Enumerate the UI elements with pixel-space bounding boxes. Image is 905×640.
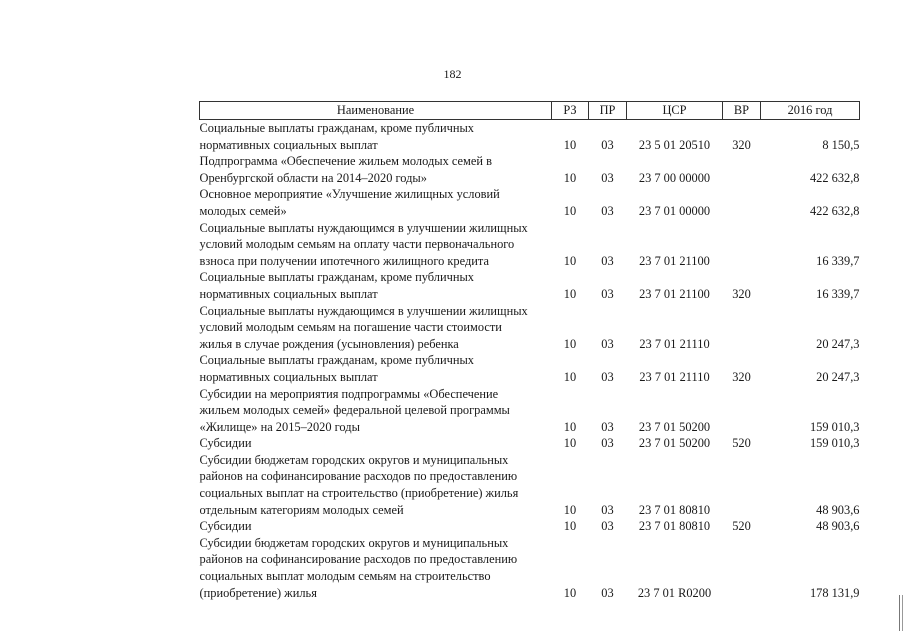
row-name-line: молодых семей» [199,203,287,218]
row-name-line: Субсидии бюджетам городских округов и муниципальных [199,452,509,467]
row-name-line: Основное мероприятие «Улучшение жилищных условий [199,187,500,202]
row-name [200,303,552,353]
row-name-line: жилья в случае рождения (усыновления) ребенка [199,336,459,351]
row-rz: 10 [563,137,577,152]
row-name-line: социальных выплат молодым семьям на строительство [199,569,491,584]
row-csr: 23 7 01 50200 [638,419,711,434]
header-rz: РЗ [552,102,589,120]
row-name-line: нормативных социальных выплат [199,369,378,384]
row-rz: 10 [563,203,577,218]
table-row [200,386,860,436]
row-name [200,269,552,302]
row-name-line: жильем молодых семей» федеральной целевой программы [199,403,510,418]
row-csr: 23 7 01 21100 [639,253,710,268]
table-row [200,435,860,452]
row-name-line: районов на софинансирование расходов по предоставлению [199,552,518,567]
row-vr: 320 [732,137,751,152]
row-rz: 10 [563,170,577,185]
row-rz: 10 [563,419,577,434]
row-name-line: нормативных социальных выплат [199,137,378,152]
row-csr: 23 7 01 00000 [638,203,711,218]
row-name-line: социальных выплат на строительство (приобретение) жилья [199,486,519,501]
table-row [200,452,860,518]
row-name-line: районов на софинансирование расходов по предоставлению [199,469,518,484]
row-amount: 178 131,9 [809,585,860,600]
row-pr: 03 [601,137,614,152]
row-rz: 10 [563,519,577,534]
row-csr: 23 7 01 21100 [639,286,710,301]
row-name [200,153,552,186]
row-pr: 03 [601,286,614,301]
row-name-line: Подпрограмма «Обеспечение жильем молодых семей в [199,154,492,169]
table-row [200,153,860,186]
row-pr: 03 [601,369,614,384]
row-name-line: Социальные выплаты гражданам, кроме публичных [199,353,474,368]
row-vr [723,452,761,518]
row-vr: 320 [732,369,751,384]
row-pr: 03 [601,502,614,517]
row-amount: 48 903,6 [816,519,860,534]
row-name-line: Социальные выплаты гражданам, кроме публичных [199,121,474,135]
row-name-line: взноса при получении ипотечного жилищного кредита [199,253,489,268]
row-vr [723,186,761,219]
row-name [200,435,552,452]
row-pr: 03 [601,519,614,534]
header-year: 2016 год [761,102,860,120]
row-vr: 520 [732,436,751,451]
row-pr: 03 [601,203,614,218]
row-name [200,518,552,535]
row-amount: 8 150,5 [822,137,860,152]
header-vr: ВР [723,102,761,120]
row-name-line: Социальные выплаты нуждающимся в улучшении жилищных [199,303,528,318]
row-rz: 10 [563,369,577,384]
table-body [200,120,860,602]
row-name-line: Социальные выплаты гражданам, кроме публичных [199,270,474,285]
table-row [200,120,860,154]
table-row [200,303,860,353]
header-name: Наименование [200,102,552,120]
row-vr [723,153,761,186]
row-pr: 03 [601,436,614,451]
row-name-line: Субсидии [199,436,252,451]
row-amount: 422 632,8 [809,203,860,218]
row-amount: 16 339,7 [816,286,860,301]
row-rz: 10 [563,436,577,451]
row-name [200,186,552,219]
table-row [200,518,860,535]
scan-edge-mark [899,595,903,631]
row-amount: 159 010,3 [809,436,860,451]
row-name-line: отдельным категориям молодых семей [199,502,404,517]
row-amount: 48 903,6 [816,502,860,517]
header-row [200,102,860,120]
row-csr: 23 7 01 50200 [638,436,711,451]
row-amount: 20 247,3 [816,369,860,384]
row-vr: 320 [732,286,751,301]
row-name-line: Социальные выплаты нуждающимся в улучшении жилищных [199,220,528,235]
table-row [200,535,860,601]
table-row [200,352,860,385]
row-name [200,535,552,601]
row-rz: 10 [563,336,577,351]
table-row [200,269,860,302]
row-csr: 23 7 01 80810 [638,519,711,534]
row-vr [723,303,761,353]
row-pr: 03 [601,336,614,351]
row-amount: 16 339,7 [816,253,860,268]
row-pr: 03 [601,253,614,268]
row-rz: 10 [563,502,577,517]
row-name-line: (приобретение) жилья [199,585,317,600]
table-row [200,186,860,219]
row-csr: 23 7 01 21110 [639,369,710,384]
row-name [200,120,552,154]
header-pr: ПР [589,102,627,120]
row-name-line: условий молодым семьям на погашение части стоимости [199,320,502,335]
row-amount: 422 632,8 [809,170,860,185]
row-csr: 23 5 01 20510 [638,137,711,152]
row-amount: 20 247,3 [816,336,860,351]
row-rz: 10 [563,253,577,268]
row-pr: 03 [601,419,614,434]
row-name-line: Субсидии [199,519,252,534]
row-csr: 23 7 01 80810 [638,502,711,517]
row-pr: 03 [601,585,614,600]
table-row [200,220,860,270]
row-vr [723,220,761,270]
page-number: 182 [443,67,462,81]
header-csr: ЦСР [627,102,723,120]
row-csr: 23 7 01 21110 [639,336,710,351]
row-rz: 10 [563,585,577,600]
row-name-line: условий молодым семьям на оплату части первоначального [199,237,515,252]
row-name-line: Субсидии на мероприятия подпрограммы «Обеспечение [199,386,499,401]
table-header [200,102,860,120]
row-pr: 03 [601,170,614,185]
row-csr: 23 7 01 R0200 [637,585,712,600]
row-vr [723,386,761,436]
row-name [200,352,552,385]
row-vr: 520 [732,519,751,534]
row-name [200,452,552,518]
row-name-line: Субсидии бюджетам городских округов и муниципальных [199,535,509,550]
row-name-line: «Жилище» на 2015–2020 годы [199,419,360,434]
budget-table [199,101,860,601]
row-csr: 23 7 00 00000 [638,170,711,185]
row-name-line: Оренбургской области на 2014–2020 годы» [199,170,427,185]
row-amount: 159 010,3 [809,419,860,434]
row-rz: 10 [563,286,577,301]
row-name [200,220,552,270]
row-vr [723,535,761,601]
row-name [200,386,552,436]
row-name-line: нормативных социальных выплат [199,286,378,301]
